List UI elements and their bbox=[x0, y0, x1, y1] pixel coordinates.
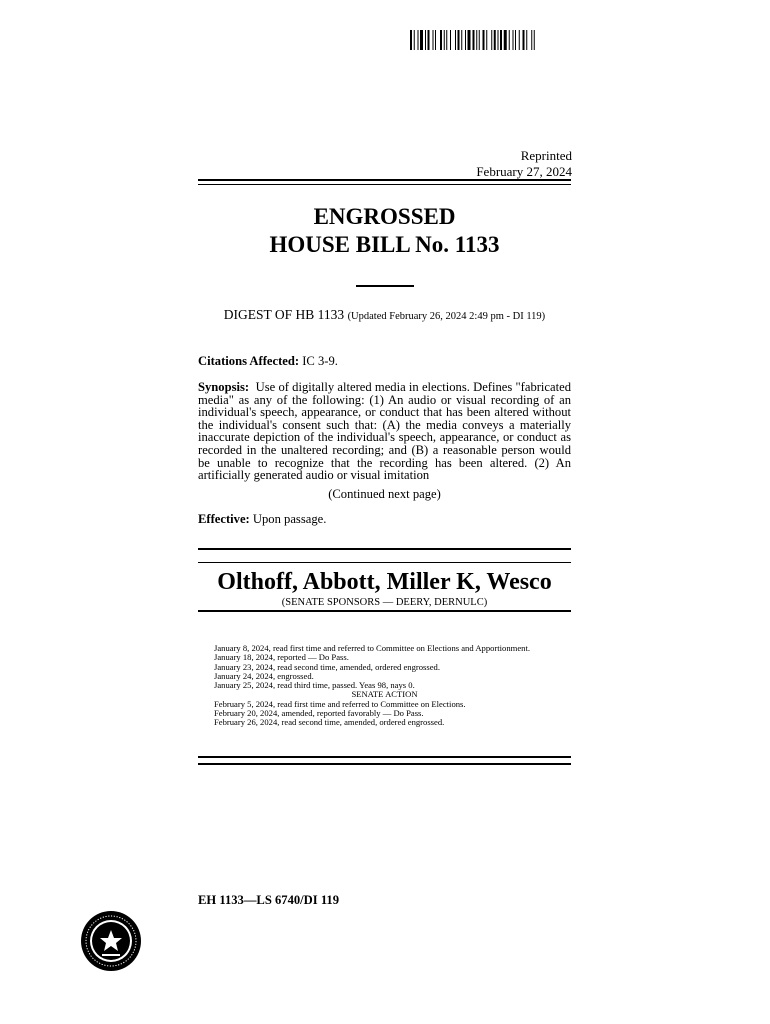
divider bbox=[198, 756, 571, 758]
legislative-actions bbox=[198, 644, 571, 728]
effective-label: Effective: bbox=[198, 512, 250, 526]
divider bbox=[198, 610, 571, 612]
action-item: January 24, 2024, engrossed. bbox=[214, 670, 314, 681]
action-item: January 23, 2024, read second time, amended, ordered engrossed. bbox=[214, 661, 440, 672]
footer-code: EH 1133—LS 6740/DI 119 bbox=[198, 893, 340, 907]
synopsis-text: Use of digitally altered media in elections. Defines "fabricated media" as any of the following: (1) An audio or visual recording of an individual's speech, appearance, or conduct that has been altered without the individual's consent such that: (A) the media conveys a materially inaccurate depiction of the individual's speech, appearance, or conduct as recorded in the unaltered recording; and (B) a reasonable person would be unable to recognize that the recording has been altered. (2) An artificially generated audio or visual imitation bbox=[198, 380, 572, 483]
action-item: January 18, 2024, reported — Do Pass. bbox=[214, 652, 349, 663]
divider bbox=[198, 562, 571, 563]
divider bbox=[198, 184, 571, 185]
action-item: January 25, 2024, read third time, passed. Yeas 98, nays 0. bbox=[214, 680, 415, 691]
citations-label: Citations Affected: bbox=[198, 354, 300, 368]
effective-value: Upon passage. bbox=[252, 512, 327, 526]
digest-label: DIGEST OF HB 1133 bbox=[223, 307, 345, 322]
reprint-date: February 27, 2024 bbox=[476, 164, 572, 179]
bill-title: HOUSE BILL No. 1133 bbox=[269, 232, 500, 257]
senate-action-heading: SENATE ACTION bbox=[351, 689, 418, 700]
action-item: February 26, 2024, read second time, amended, ordered engrossed. bbox=[214, 717, 445, 728]
synopsis-label: Synopsis: bbox=[198, 380, 250, 394]
citations-affected bbox=[198, 355, 571, 368]
bill-status: ENGROSSED bbox=[313, 204, 456, 229]
synopsis bbox=[198, 381, 571, 482]
digest-heading bbox=[198, 307, 571, 323]
action-item: February 5, 2024, read first time and referred to Committee on Elections. bbox=[214, 698, 466, 709]
senate-sponsors: (SENATE SPONSORS — DEERY, DERNULC) bbox=[281, 597, 488, 608]
divider bbox=[198, 763, 571, 765]
divider bbox=[198, 179, 571, 181]
title-underline bbox=[356, 285, 414, 287]
digest-updated: (Updated February 26, 2024 2:49 pm - DI 119) bbox=[347, 311, 546, 322]
divider bbox=[198, 548, 571, 550]
reprint-label: Reprinted bbox=[520, 148, 572, 163]
action-item: February 20, 2024, amended, reported favorably — Do Pass. bbox=[214, 708, 424, 719]
house-sponsors: Olthoff, Abbott, Miller K, Wesco bbox=[217, 569, 552, 595]
barcode bbox=[410, 30, 588, 50]
state-seal-icon bbox=[80, 910, 142, 972]
action-first-reading: January 8, 2024, read first time and referred to Committee on Elections and Apportionment. bbox=[214, 643, 530, 653]
citations-value: IC 3-9. bbox=[302, 354, 338, 368]
effective-date bbox=[198, 513, 571, 526]
continued-note: (Continued next page) bbox=[328, 487, 441, 501]
